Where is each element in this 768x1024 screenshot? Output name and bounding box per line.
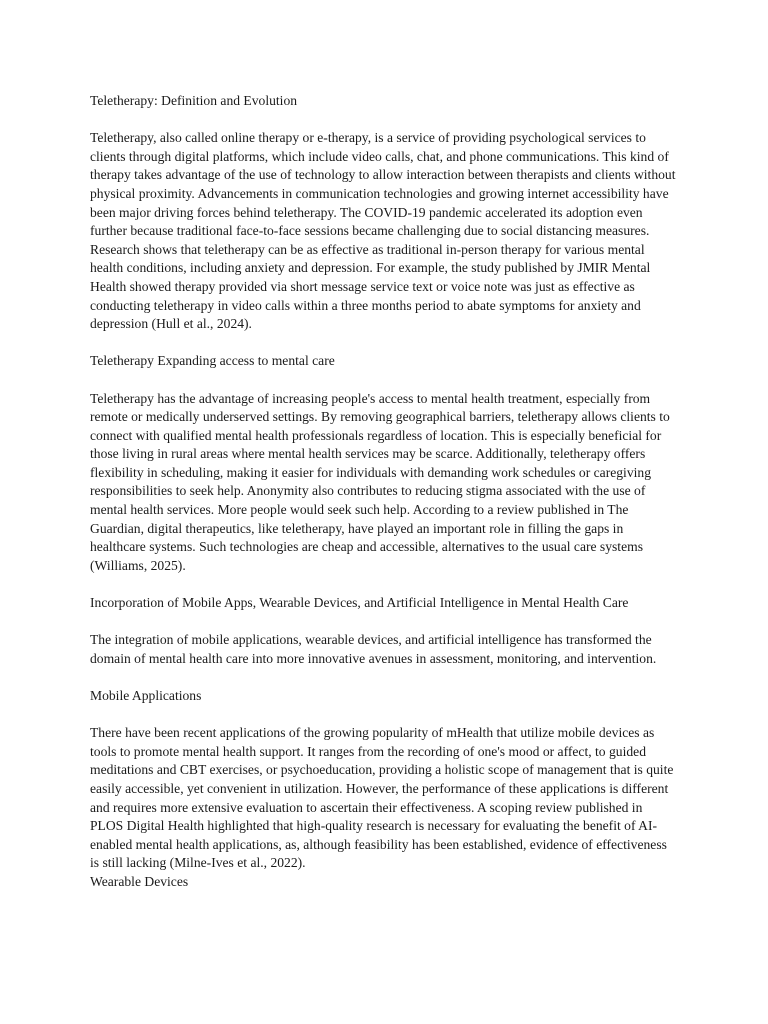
- section-paragraph-mobile-applications: There have been recent applications of the growing popularity of mHealth that utilize mobile devices as tools to promote mental health support. It ranges from the recording of one's mood or affect, to guided meditations and CBT exercises, or psychoeducation, providing a holistic scope of management that is quite easily accessible, yet convenient in utilization. However, the performance of these applications is different and requires more extensive evaluation to ascertain their effectiveness. A scoping review published in PLOS Digital Health highlighted that high-quality research is necessary for evaluating the benefit of AI-enabled mental health applications, as, although feasibility has been established, evidence of effectiveness is still lacking (Milne-Ives et al., 2022).: [90, 725, 674, 871]
- section-heading-incorporation: Incorporation of Mobile Apps, Wearable Devices, and Artificial Intelligence in Mental Health Care: [90, 595, 629, 611]
- section-heading-teletherapy-definition: Teletherapy: Definition and Evolution: [90, 93, 298, 108]
- section-paragraph-expanding-access: Teletherapy has the advantage of increasing people's access to mental health treatment, especially from remote or medically underserved settings. By removing geographical barriers, teletherapy allows clients to connect with qualified mental health professionals regardless of location. This is especially beneficial for those living in rural areas where mental health services may be scarce. Additionally, teletherapy offers flexibility in scheduling, making it easier for individuals with demanding work schedules or caregiving responsibilities to seek help. Anonymity also contributes to reducing stigma associated with the use of mental health services. More people would seek such help. According to a review published in The Guardian, digital therapeutics, like teletherapy, have played an important role in filling the gaps in healthcare systems. Such technologies are cheap and accessible, alternatives to the usual care systems (Williams, 2025).: [90, 390, 670, 573]
- section-paragraph-incorporation: The integration of mobile applications, wearable devices, and artificial intelligence has transformed the domain of mental health care into more innovative avenues in assessment, monitoring, and intervention.: [90, 632, 657, 666]
- document-page: [90, 92, 678, 892]
- section-heading-mobile-applications: Mobile Applications: [90, 688, 202, 703]
- section-heading-expanding-access: Teletherapy Expanding access to mental care: [90, 353, 335, 369]
- section-heading-wearable-devices: Wearable Devices: [90, 873, 189, 889]
- section-paragraph-teletherapy-definition: Teletherapy, also called online therapy or e-therapy, is a service of providing psychological services to clients through digital platforms, which include video calls, chat, and phone communications. This kind of therapy takes advantage of the use of technology to allow interaction between therapists and clients without physical proximity. Advancements in communication technologies and growing internet accessibility have been major driving forces behind teletherapy. The COVID-19 pandemic accelerated its adoption even further because traditional face-to-face sessions became challenging due to social distancing measures. Research shows that teletherapy can be as effective as traditional in-person therapy for various mental health conditions, including anxiety and depression. For example, the study published by JMIR Mental Health showed therapy provided via short message service text or voice note was just as effective as conducting teletherapy in video calls within a three months period to abate symptoms for anxiety and depression (Hull et al., 2024).: [90, 130, 676, 332]
